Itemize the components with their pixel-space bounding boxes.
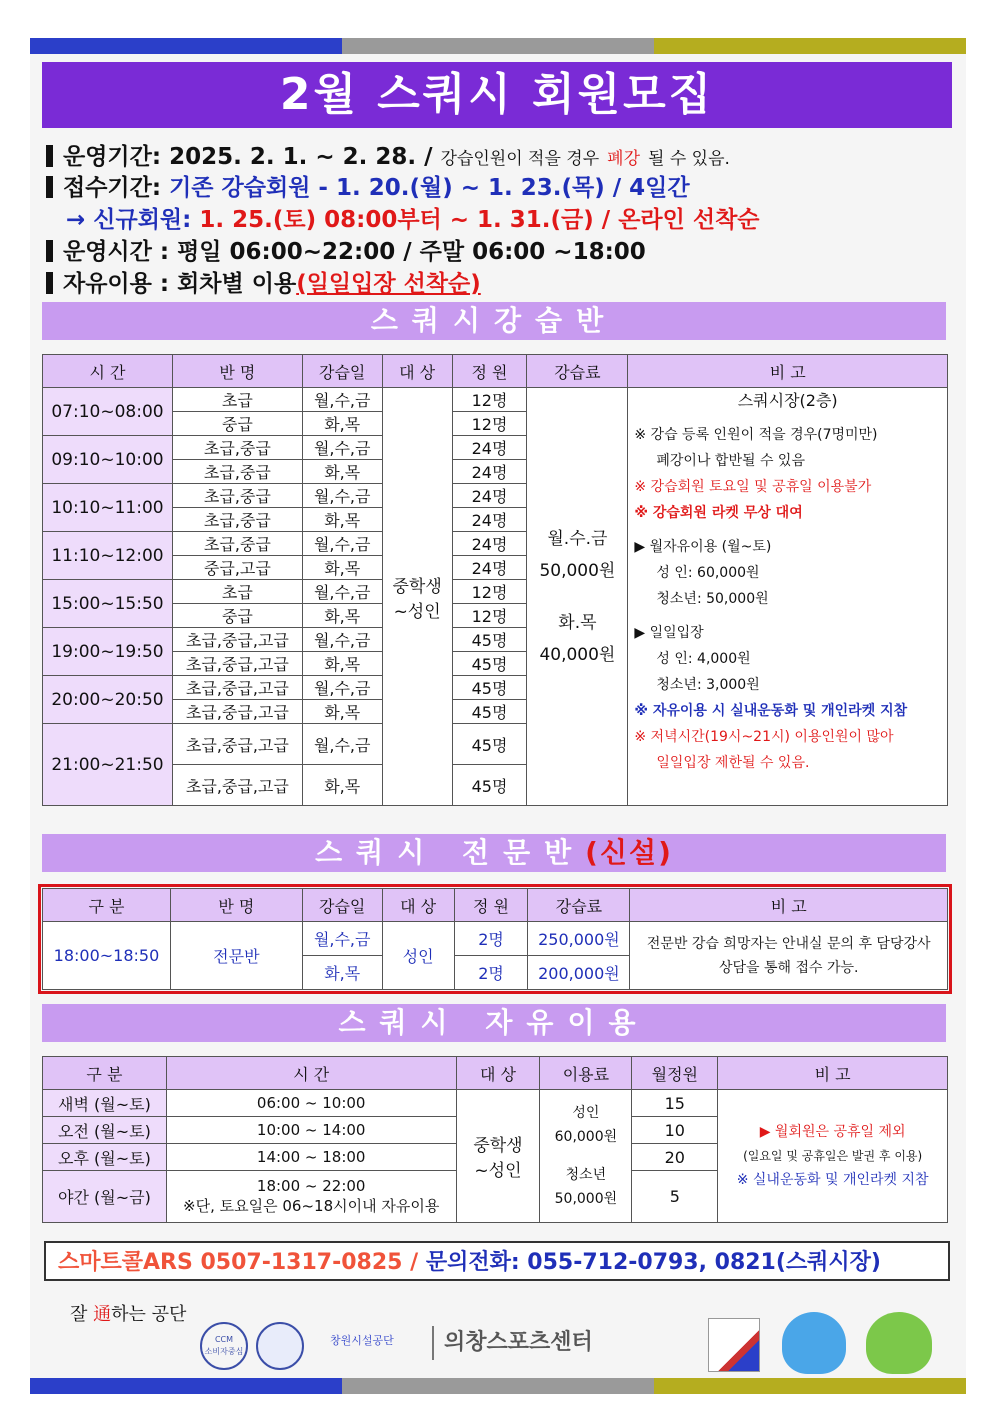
fee-line: 50,000원 [554,1191,618,1207]
column-header: 반 명 [170,889,302,922]
fee-line: 월.수.금 [547,528,608,549]
time-cell: 19:00~19:50 [43,628,173,676]
capacity-cell: 5 [632,1171,718,1223]
fee-line: 성인 [572,1105,600,1121]
capacity-cell: 24명 [452,556,527,580]
capacity-cell: 24명 [452,460,527,484]
capacity-cell: 45명 [452,628,527,652]
fee-line: 60,000원 [554,1129,618,1145]
info-hours: 운영시간 : 평일 06:00~22:00 / 주말 06:00 ~18:00 [46,237,646,267]
class-name-cell: 초급,중급,고급 [172,724,302,765]
expert-target: 성인 [382,922,454,990]
capacity-cell: 12명 [452,412,527,436]
table-row [43,388,948,412]
time-range: 10:00 ~ 14:00 [256,1121,366,1139]
note-place: 스쿼시장(2층) [737,391,838,410]
note-line: ▶ 월회원은 공휴일 제외 [759,1124,906,1140]
time-cell [166,1171,456,1223]
expert-fee: 200,000원 [528,956,630,990]
days-cell: 월,수,금 [302,724,382,765]
capacity-cell: 10 [632,1117,718,1144]
column-header: 강습일 [302,355,382,388]
column-header: 정 원 [454,889,528,922]
class-name-cell: 중급,고급 [172,556,302,580]
column-header: 대 상 [382,355,452,388]
capacity-cell: 20 [632,1144,718,1171]
time-cell [166,1090,456,1117]
award-logo [256,1322,304,1370]
days-cell: 화,목 [302,412,382,436]
capacity-cell: 45명 [452,652,527,676]
period-label: 새벽 (월~토) [43,1090,167,1117]
fee-line: 화.목 [558,612,597,633]
days-cell: 화,목 [302,556,382,580]
class-name-cell: 초급 [172,388,302,412]
time-cell: 07:10~08:00 [43,388,173,436]
contact-bar: 스마트콜ARS 0507-1317-0825 / 문의전화: 055-712-0793, 0821(스쿼시장) [44,1241,950,1281]
class-name-cell: 초급,중급 [172,484,302,508]
fee-cell [540,1090,632,1223]
column-header: 월정원 [632,1057,718,1090]
lesson-notes [628,388,948,806]
capacity-cell: 12명 [452,388,527,412]
fee-line: 40,000원 [539,644,616,665]
capacity-cell: 45명 [452,700,527,724]
time-cell: 15:00~15:50 [43,580,173,628]
class-name-cell: 초급,중급 [172,508,302,532]
class-name-cell: 초급,중급,고급 [172,676,302,700]
time-range: 18:00 ~ 22:00 [256,1177,366,1195]
column-header: 구 분 [43,889,171,922]
fee-cell [527,388,628,806]
expert-day: 월,수,금 [302,922,382,956]
free-use-notes [718,1090,948,1223]
section-expert: 스쿼시 전문반(신설) [42,834,946,872]
class-name-cell: 초급,중급,고급 [172,628,302,652]
note-d2: 성 인: 4,000원 [656,651,751,667]
note-n1: ※ 강습 등록 인원이 적을 경우(7명미만) [634,427,878,443]
days-cell: 화,목 [302,765,382,806]
period-label: 오후 (월~토) [43,1144,167,1171]
class-name-cell: 초급 [172,580,302,604]
note-d1: ▶ 일일입장 [634,625,704,641]
note-f1: ※ 자유이용 시 실내운동화 및 개인라켓 지참 [634,703,908,719]
note-n1b: 폐강이나 합반될 수 있음 [656,453,805,469]
time-cell: 20:00~20:50 [43,676,173,724]
note-line: ※ 실내운동화 및 개인라켓 지참 [736,1172,929,1188]
capacity-cell: 12명 [452,604,527,628]
time-cell [166,1117,456,1144]
expert-table [42,888,948,990]
column-header: 이용료 [540,1057,632,1090]
days-cell: 월,수,금 [302,676,382,700]
class-name-cell: 초급,중급,고급 [172,652,302,676]
footer-slogan: 잘 通하는 공단 [70,1304,187,1325]
time-range: 06:00 ~ 10:00 [256,1094,366,1112]
class-name-cell: 중급 [172,412,302,436]
capacity-cell: 24명 [452,508,527,532]
class-name-cell: 초급,중급 [172,460,302,484]
fee-line: 50,000원 [539,560,616,581]
bottom-color-bar [30,1378,966,1394]
info-period: 운영기간: 2025. 2. 1. ~ 2. 28. / 강습인원이 적을 경우 폐강 될 수 있음. [46,142,730,174]
column-header: 정 원 [452,355,527,388]
capacity-cell: 45명 [452,676,527,700]
column-header: 시 간 [166,1057,456,1090]
column-header: 강습료 [528,889,630,922]
column-header: 구 분 [43,1057,167,1090]
time-range: 14:00 ~ 18:00 [256,1148,366,1166]
note-spacer [634,414,941,422]
column-header: 비 고 [718,1057,948,1090]
note-n3: ※ 강습회원 라켓 무상 대여 [634,505,803,521]
days-cell: 월,수,금 [302,436,382,460]
note-spacer [634,612,941,620]
note-d3: 청소년: 3,000원 [656,677,760,693]
section-free-use: 스쿼시 자유이용 [42,1004,946,1042]
note-m3: 청소년: 50,000원 [656,591,769,607]
page-title: 2월 스쿼시 회원모집 [42,62,952,128]
class-name-cell: 초급,중급 [172,436,302,460]
column-header: 강습일 [302,889,382,922]
capacity-cell: 12명 [452,580,527,604]
days-cell: 화,목 [302,604,382,628]
expert-cap: 2명 [454,956,528,990]
column-header: 대 상 [382,889,454,922]
ccm-logo: CCM 소비자중심 [200,1322,248,1370]
top-color-bar [30,38,966,54]
mascot-green [866,1312,932,1374]
capacity-cell: 24명 [452,532,527,556]
lessons-table [42,354,948,806]
column-header: 시 간 [43,355,173,388]
class-name-cell: 초급,중급 [172,532,302,556]
note-spacer [634,526,941,534]
target-cell: 중학생 ~성인 [382,388,452,806]
class-name-cell: 초급,중급,고급 [172,765,302,806]
mascot-blue [782,1312,846,1374]
time-cell: 10:10~11:00 [43,484,173,532]
expert-fee: 250,000원 [528,922,630,956]
expert-name: 전문반 [170,922,302,990]
capacity-cell: 15 [632,1090,718,1117]
period-label: 야간 (월~금) [43,1171,167,1223]
note-m2: 성 인: 60,000원 [656,565,760,581]
days-cell: 월,수,금 [302,628,382,652]
days-cell: 월,수,금 [302,484,382,508]
time-cell: 11:10~12:00 [43,532,173,580]
column-header: 비 고 [630,889,948,922]
fee-line [527,587,627,607]
class-name-cell: 중급 [172,604,302,628]
fee-line: 청소년 [565,1167,607,1183]
table-row [43,1090,948,1117]
note-f2: ※ 저녁시간(19시~21시) 이용인원이 많아 [634,729,894,745]
column-header: 반 명 [172,355,302,388]
days-cell: 월,수,금 [302,388,382,412]
column-header: 대 상 [456,1057,540,1090]
section-lessons: 스쿼시강습반 [42,302,946,340]
capacity-cell: 24명 [452,484,527,508]
capacity-cell: 24명 [452,436,527,460]
info-registration: 접수기간: 기존 강습회원 - 1. 20.(월) ~ 1. 23.(목) / 4일간 [46,173,690,203]
note-m1: ▶ 월자유이용 (월~토) [634,539,772,555]
days-cell: 화,목 [302,460,382,484]
time-cell: 21:00~21:50 [43,724,173,806]
org-logo: 창원시설공단 [330,1334,394,1347]
capacity-cell: 45명 [452,724,527,765]
time-note: ※단, 토요일은 06~18시이내 자유이용 [183,1197,440,1215]
period-label: 오전 (월~토) [43,1117,167,1144]
expert-time: 18:00~18:50 [43,922,171,990]
info-new-member: → 신규회원: 1. 25.(토) 08:00부터 ~ 1. 31.(금) / 온라인 선착순 [66,207,760,233]
note-line: (일요일 및 공휴일은 발권 후 이용) [743,1149,923,1163]
center-name: 의창스포츠센터 [432,1326,593,1360]
capacity-cell: 45명 [452,765,527,806]
note-n2: ※ 강습회원 토요일 및 공휴일 이용불가 [634,479,872,495]
expert-note: 전문반 강습 희망자는 안내실 문의 후 담당강사 상담을 통해 접수 가능. [630,922,948,990]
free-use-table [42,1056,948,1223]
days-cell: 화,목 [302,508,382,532]
expert-cap: 2명 [454,922,528,956]
time-cell: 09:10~10:00 [43,436,173,484]
target-cell: 중학생 ~성인 [456,1090,540,1223]
time-cell [166,1144,456,1171]
info-free-use: 자유이용 : 회차별 이용(일일입장 선착순) [46,269,481,299]
days-cell: 화,목 [302,652,382,676]
note-f3: 일일입장 제한될 수 있음. [656,755,810,771]
days-cell: 화,목 [302,700,382,724]
expert-day: 화,목 [302,956,382,990]
days-cell: 월,수,금 [302,580,382,604]
column-header: 비 고 [628,355,948,388]
class-name-cell: 초급,중급,고급 [172,700,302,724]
days-cell: 월,수,금 [302,532,382,556]
column-header: 강습료 [527,355,628,388]
fee-line [540,1149,631,1163]
certificate-badge [708,1318,760,1372]
